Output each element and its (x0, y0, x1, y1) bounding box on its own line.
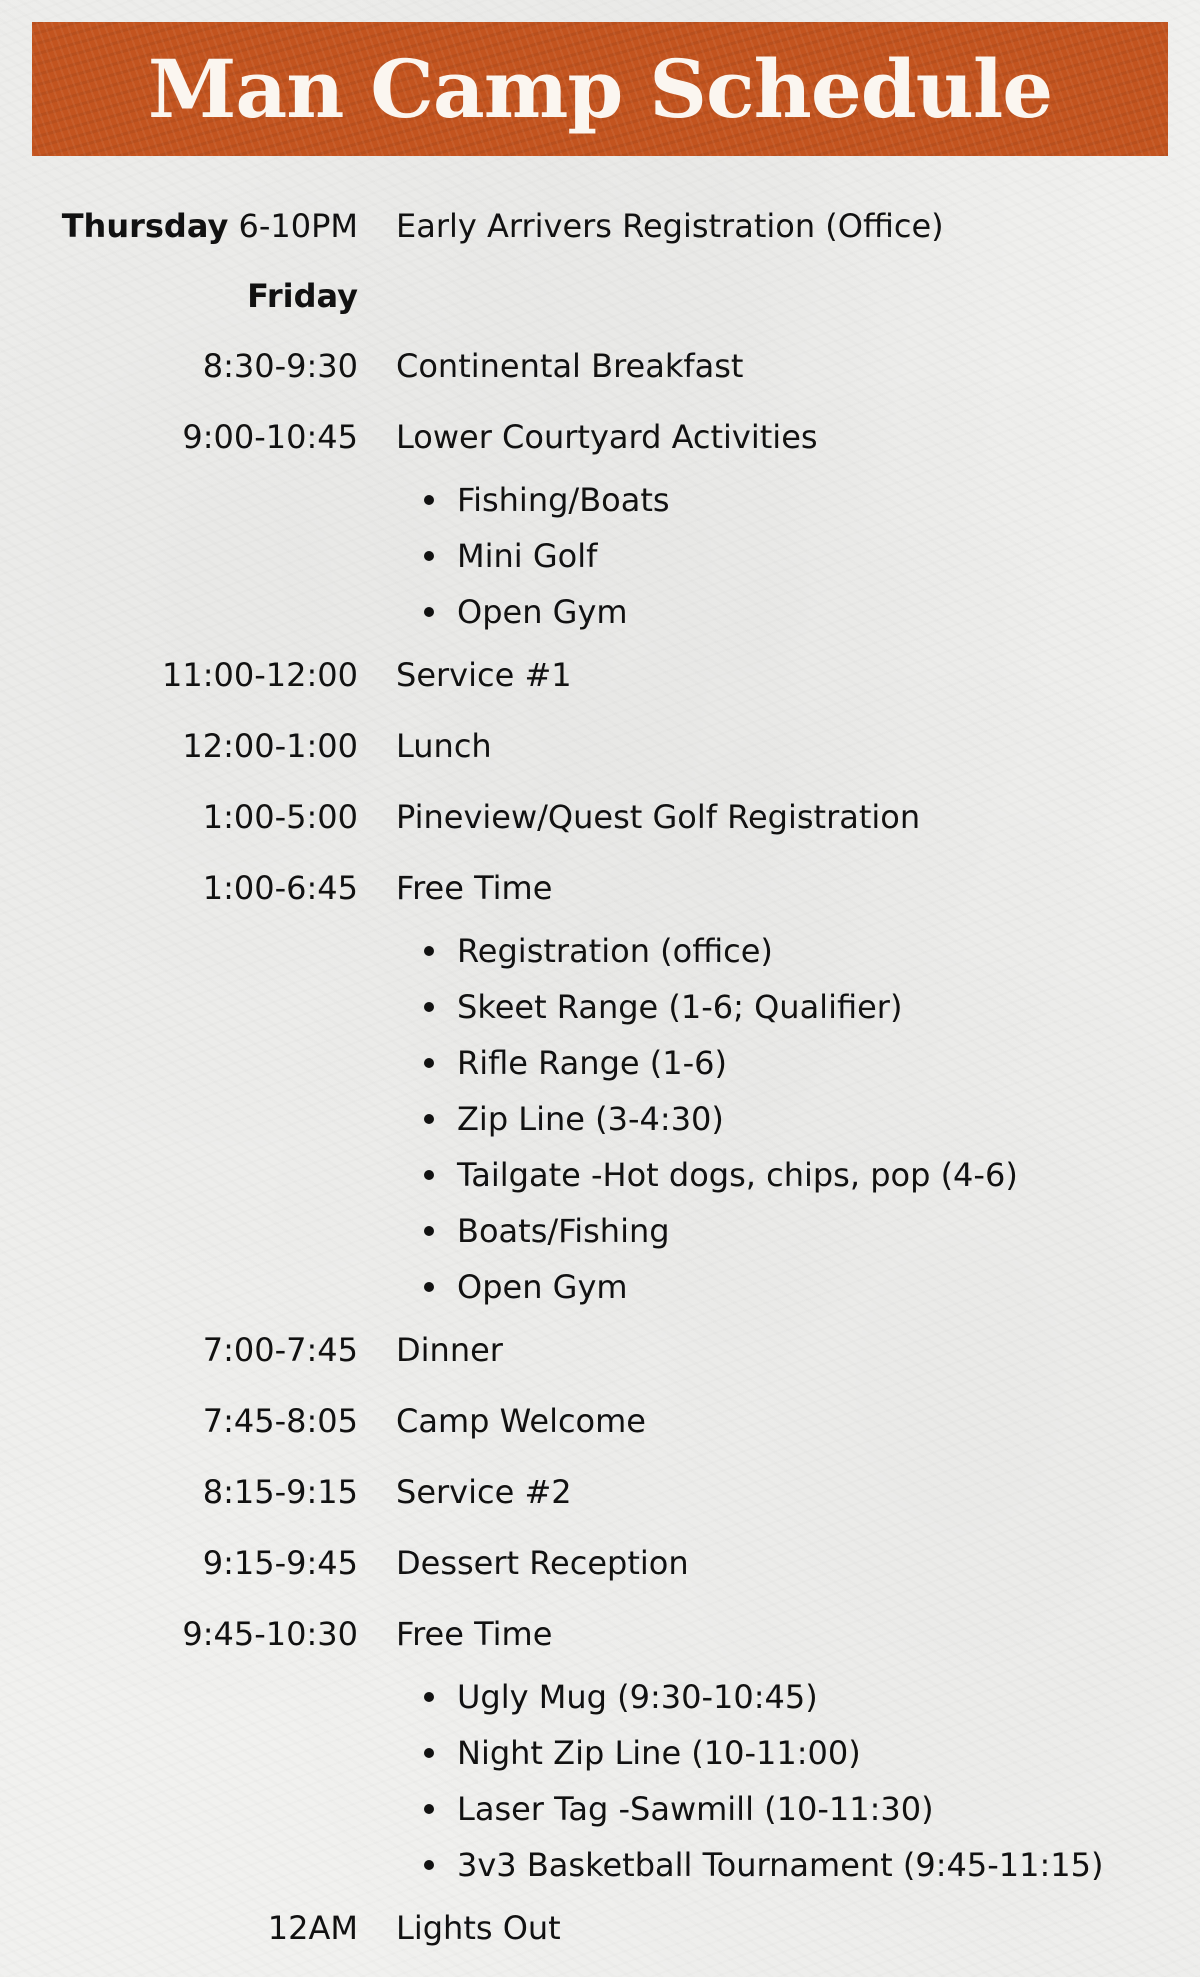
page-title: Man Camp Schedule (147, 42, 1053, 136)
list-item-text: Ugly Mug (9:30-10:45) (457, 1678, 818, 1716)
list-item-text: Laser Tag -Sawmill (10-11:30) (457, 1790, 934, 1828)
schedule-time: 12AM (267, 1909, 358, 1947)
schedule-event: Lunch (396, 727, 492, 765)
bullet-icon (424, 1114, 434, 1124)
schedule-row (0, 721, 1200, 771)
bullet-icon (424, 495, 434, 505)
bullet-icon (424, 1692, 434, 1702)
schedule-row (0, 341, 1200, 391)
schedule-event: Pineview/Quest Golf Registration (396, 798, 921, 836)
schedule-time: 1:00-6:45 (202, 869, 358, 907)
schedule-event: Dinner (396, 1331, 503, 1369)
thursday-time-cell (62, 201, 358, 251)
list-item-text: Boats/Fishing (457, 1212, 670, 1250)
day-label-thursday: Thursday (61, 207, 229, 245)
bullet-icon (424, 551, 434, 561)
list-item-text: Mini Golf (457, 537, 598, 575)
list-item (0, 1672, 1200, 1722)
thursday-time: 6-10PM (238, 207, 358, 245)
schedule-event: Service #2 (396, 1473, 572, 1511)
schedule-time: 12:00-1:00 (182, 727, 358, 765)
schedule-time: 1:00-5:00 (202, 798, 358, 836)
list-item (0, 982, 1200, 1032)
schedule-time: 11:00-12:00 (162, 656, 358, 694)
list-item-text: Skeet Range (1-6; Qualifier) (457, 988, 903, 1026)
schedule-event: Camp Welcome (396, 1402, 646, 1440)
schedule-row (0, 650, 1200, 700)
schedule-event: Service #1 (396, 656, 572, 694)
list-item (0, 1206, 1200, 1256)
list-item (0, 1262, 1200, 1312)
bullet-icon (424, 1058, 434, 1068)
schedule-row (0, 1609, 1200, 1659)
list-item-text: Night Zip Line (10-11:00) (457, 1734, 861, 1772)
schedule-row (0, 1538, 1200, 1588)
bullet-icon (424, 1002, 434, 1012)
schedule-time: 7:45-8:05 (202, 1402, 358, 1440)
schedule-row (0, 863, 1200, 913)
schedule-event: Free Time (396, 869, 553, 907)
list-item-text: Rifle Range (1-6) (457, 1044, 727, 1082)
schedule-event: Dessert Reception (396, 1544, 689, 1582)
list-item (0, 1784, 1200, 1834)
list-item (0, 1840, 1200, 1890)
schedule-time: 7:00-7:45 (202, 1331, 358, 1369)
list-item (0, 531, 1200, 581)
schedule-row (0, 1467, 1200, 1517)
list-item (0, 587, 1200, 637)
bullet-icon (424, 1860, 434, 1870)
bullet-icon (424, 946, 434, 956)
bullet-icon (424, 1282, 434, 1292)
bullet-icon (424, 1170, 434, 1180)
thursday-event: Early Arrivers Registration (Office) (396, 207, 944, 245)
schedule-time: 8:30-9:30 (202, 347, 358, 385)
list-item-text: Fishing/Boats (457, 481, 670, 519)
schedule-event: Continental Breakfast (396, 347, 744, 385)
schedule-time: 9:00-10:45 (182, 418, 358, 456)
bullet-icon (424, 1226, 434, 1236)
schedule-row (0, 412, 1200, 462)
bullet-icon (424, 607, 434, 617)
schedule-row (0, 792, 1200, 842)
schedule-row (0, 1396, 1200, 1446)
schedule-row-friday (0, 271, 1200, 321)
schedule-row (0, 1903, 1200, 1953)
list-item (0, 475, 1200, 525)
schedule-time: 9:15-9:45 (202, 1544, 358, 1582)
list-item-text: 3v3 Basketball Tournament (9:45-11:15) (457, 1846, 1104, 1884)
schedule-time: 8:15-9:15 (202, 1473, 358, 1511)
list-item (0, 1150, 1200, 1200)
schedule-event: Lights Out (396, 1909, 561, 1947)
schedule-event: Lower Courtyard Activities (396, 418, 818, 456)
list-item-text: Zip Line (3-4:30) (457, 1100, 724, 1138)
list-item (0, 1094, 1200, 1144)
bullet-icon (424, 1748, 434, 1758)
list-item (0, 1728, 1200, 1778)
list-item-text: Tailgate -Hot dogs, chips, pop (4-6) (457, 1156, 1018, 1194)
schedule-row (0, 1325, 1200, 1375)
list-item (0, 1038, 1200, 1088)
schedule-event: Free Time (396, 1615, 553, 1653)
bullet-icon (424, 1804, 434, 1814)
list-item-text: Open Gym (457, 593, 628, 631)
day-label-friday: Friday (247, 277, 358, 315)
list-item-text: Registration (office) (457, 932, 773, 970)
list-item-text: Open Gym (457, 1268, 628, 1306)
list-item (0, 926, 1200, 976)
schedule-time: 9:45-10:30 (182, 1615, 358, 1653)
schedule-row-thursday (0, 201, 1200, 251)
